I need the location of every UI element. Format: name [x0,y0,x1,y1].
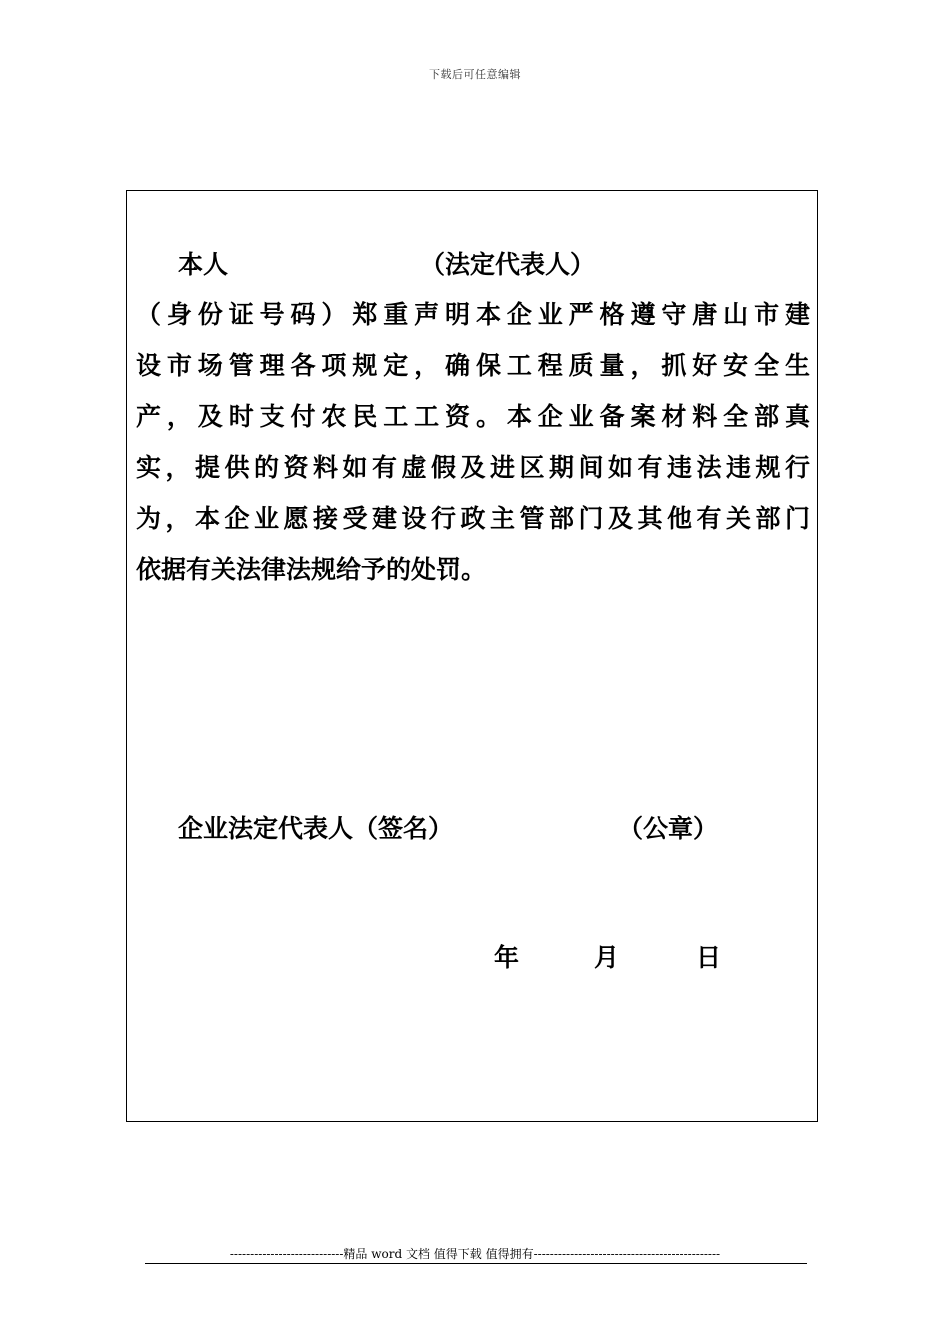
page-header-note: 下载后可任意编辑 [429,68,521,81]
declaration-line: （身份证号码）郑重声明本企业严格遵守唐山市建 [136,300,810,329]
declaration-line: 产，及时支付农民工工资。本企业备案材料全部真 [136,402,810,431]
declaration-lead: 本人 [178,250,229,279]
company-seal-label: （公章） [618,814,719,843]
page-footer-text: ----------------------------精品 word 文档 值得下载 值得拥有---------------------------------------------- [229,1247,721,1261]
date-year-label: 年 [494,943,520,972]
declaration-line: 实，提供的资料如有虚假及进区期间如有违法违规行 [136,453,810,482]
declaration-line: 设市场管理各项规定，确保工程质量，抓好安全生 [136,351,810,380]
declaration-role: （法定代表人） [420,250,596,279]
footer-divider [145,1263,807,1264]
date-month-label: 月 [594,943,620,972]
date-day-label: 日 [696,943,722,972]
representative-signature-label: 企业法定代表人（签名） [178,814,454,843]
declaration-line: 为，本企业愿接受建设行政主管部门及其他有关部门 [136,504,810,533]
declaration-line: 依据有关法律法规给予的处罚。 [136,555,487,584]
